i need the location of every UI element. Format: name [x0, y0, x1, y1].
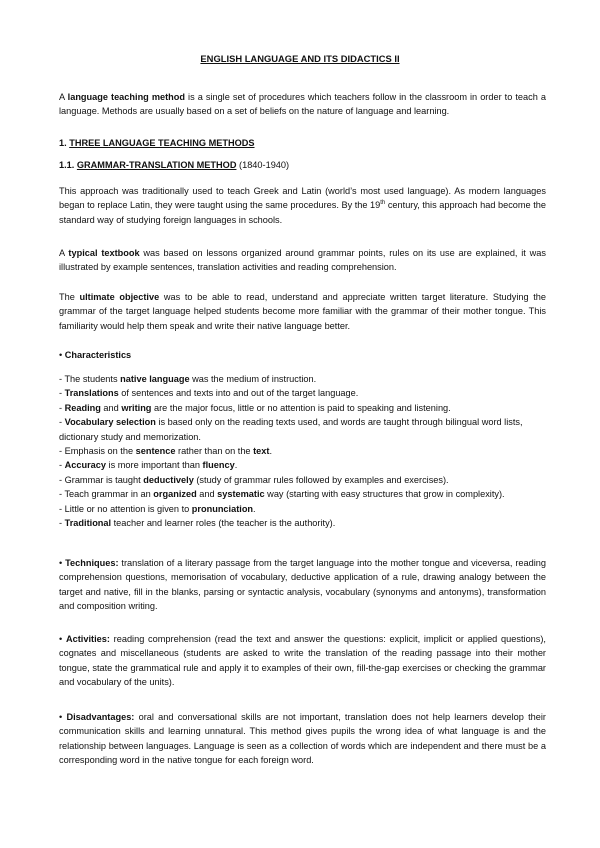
techniques-text: translation of a literary passage from the target language into the mother tongue and viceversa, reading comprehension questions, memorisation of vocabulary, deductive application of a rule, drawing analogy between the target and native, fill in the blanks, parsing or syntactic analysis, vocabulary (synonyms and antonyms), transformation and composition writing. — [59, 558, 546, 612]
approach-paragraph — [59, 184, 546, 227]
list-item: - Translations of sentences and texts into and out of the target language. — [59, 388, 359, 399]
bullet-icon: • — [59, 558, 63, 568]
intro-text-pre: A — [59, 92, 68, 102]
list-item: - Grammar is taught deductively (study of grammar rules followed by examples and exercises). — [59, 474, 449, 485]
list-item: - Reading and writing are the major focus, little or no attention is paid to speaking and listening. — [59, 402, 451, 413]
disadvantages-paragraph — [59, 710, 546, 768]
textbook-paragraph — [59, 246, 546, 275]
intro-term: language teaching method — [67, 92, 185, 102]
list-item: - Vocabulary selection is based only on the reading texts used, and words are taught through bilingual word lists, dictionary study and memorization. — [59, 417, 523, 442]
textbook-term: typical textbook — [68, 248, 140, 258]
activities-paragraph — [59, 632, 546, 690]
characteristics-label: Characteristics — [64, 350, 132, 360]
section-heading-1 — [59, 136, 546, 150]
disadvantages-label: Disadvantages: — [66, 712, 135, 722]
textbook-text-pre: A — [59, 248, 69, 258]
subsection-label: GRAMMAR-TRANSLATION METHOD — [76, 160, 237, 170]
ordinal-suffix: th — [380, 200, 386, 207]
techniques-label: Techniques: — [65, 558, 119, 568]
activities-label: Activities: — [65, 634, 110, 644]
section-label: THREE LANGUAGE TEACHING METHODS — [69, 138, 255, 148]
objective-term: ultimate objective — [79, 292, 160, 302]
characteristics-heading — [59, 348, 546, 362]
bullet-icon: • — [59, 712, 63, 722]
approach-text-post: century, this approach had become the standard way of studying foreign languages in schools. — [59, 200, 546, 225]
list-item: - Emphasis on the sentence rather than on the text. — [59, 446, 272, 457]
list-item: - Traditional teacher and learner roles (the teacher is the authority). — [59, 518, 336, 529]
subsection-number: 1.1. — [59, 160, 77, 170]
bullet-icon: • — [59, 350, 63, 360]
techniques-paragraph — [59, 556, 546, 614]
document-title: ENGLISH LANGUAGE AND ITS DIDACTICS II — [200, 53, 400, 64]
objective-paragraph — [59, 290, 546, 333]
disadvantages-text: oral and conversational skills are not important, translation does not help learners develop their communication skills and learning unnatural. This method gives pupils the wrong idea of what language is and the relationship between languages. Language is seen as a collection of words which are independent and there must be a corresponding word in the native tongue for each foreign word. — [59, 712, 546, 766]
intro-paragraph — [59, 90, 546, 119]
intro-text-post: is a single set of procedures which teachers follow in the classroom in order to teach a language. Methods are usually based on a set of beliefs on the nature of language and learning. — [59, 92, 546, 117]
list-item: - Accuracy is more important than fluency. — [59, 460, 238, 471]
section-heading-1-1 — [59, 158, 546, 172]
section-number: 1. — [59, 138, 70, 148]
textbook-text-post: was based on lessons organized around grammar points, rules on its use are explained, it was illustrated by example sentences, translation activities and reading comprehension. — [59, 248, 546, 273]
subsection-dates: (1840-1940) — [236, 160, 290, 170]
objective-text-post: was to be able to read, understand and appreciate written target literature. Studying the grammar of the target language helped students become more familiar with the grammar of their mother tongue. This familiarity would help them speak and write their native language better. — [59, 292, 547, 331]
activities-text: reading comprehension (read the text and answer the questions: explicit, implicit or applied questions), cognates and miscellaneous (students are asked to write the translation of the reading passage into their mother tongue, state the grammatical rule and apply it to examples of their own, fill-the-gap exercises or checking the grammar and vocabulary of the units). — [59, 634, 546, 688]
approach-text-pre: This approach was traditionally used to teach Greek and Latin (world’s most used language). As modern languages began to replace Latin, they were taught using the same procedures. By the 19 — [59, 186, 546, 211]
bullet-icon: • — [59, 634, 63, 644]
list-item: - Little or no attention is given to pronunciation. — [59, 503, 256, 514]
characteristics-list — [59, 372, 546, 530]
list-item: - The students native language was the medium of instruction. — [59, 374, 317, 384]
objective-text-pre: The — [59, 292, 80, 302]
list-item: - Teach grammar in an organized and systematic way (starting with easy structures that grow in complexity). — [59, 489, 505, 500]
